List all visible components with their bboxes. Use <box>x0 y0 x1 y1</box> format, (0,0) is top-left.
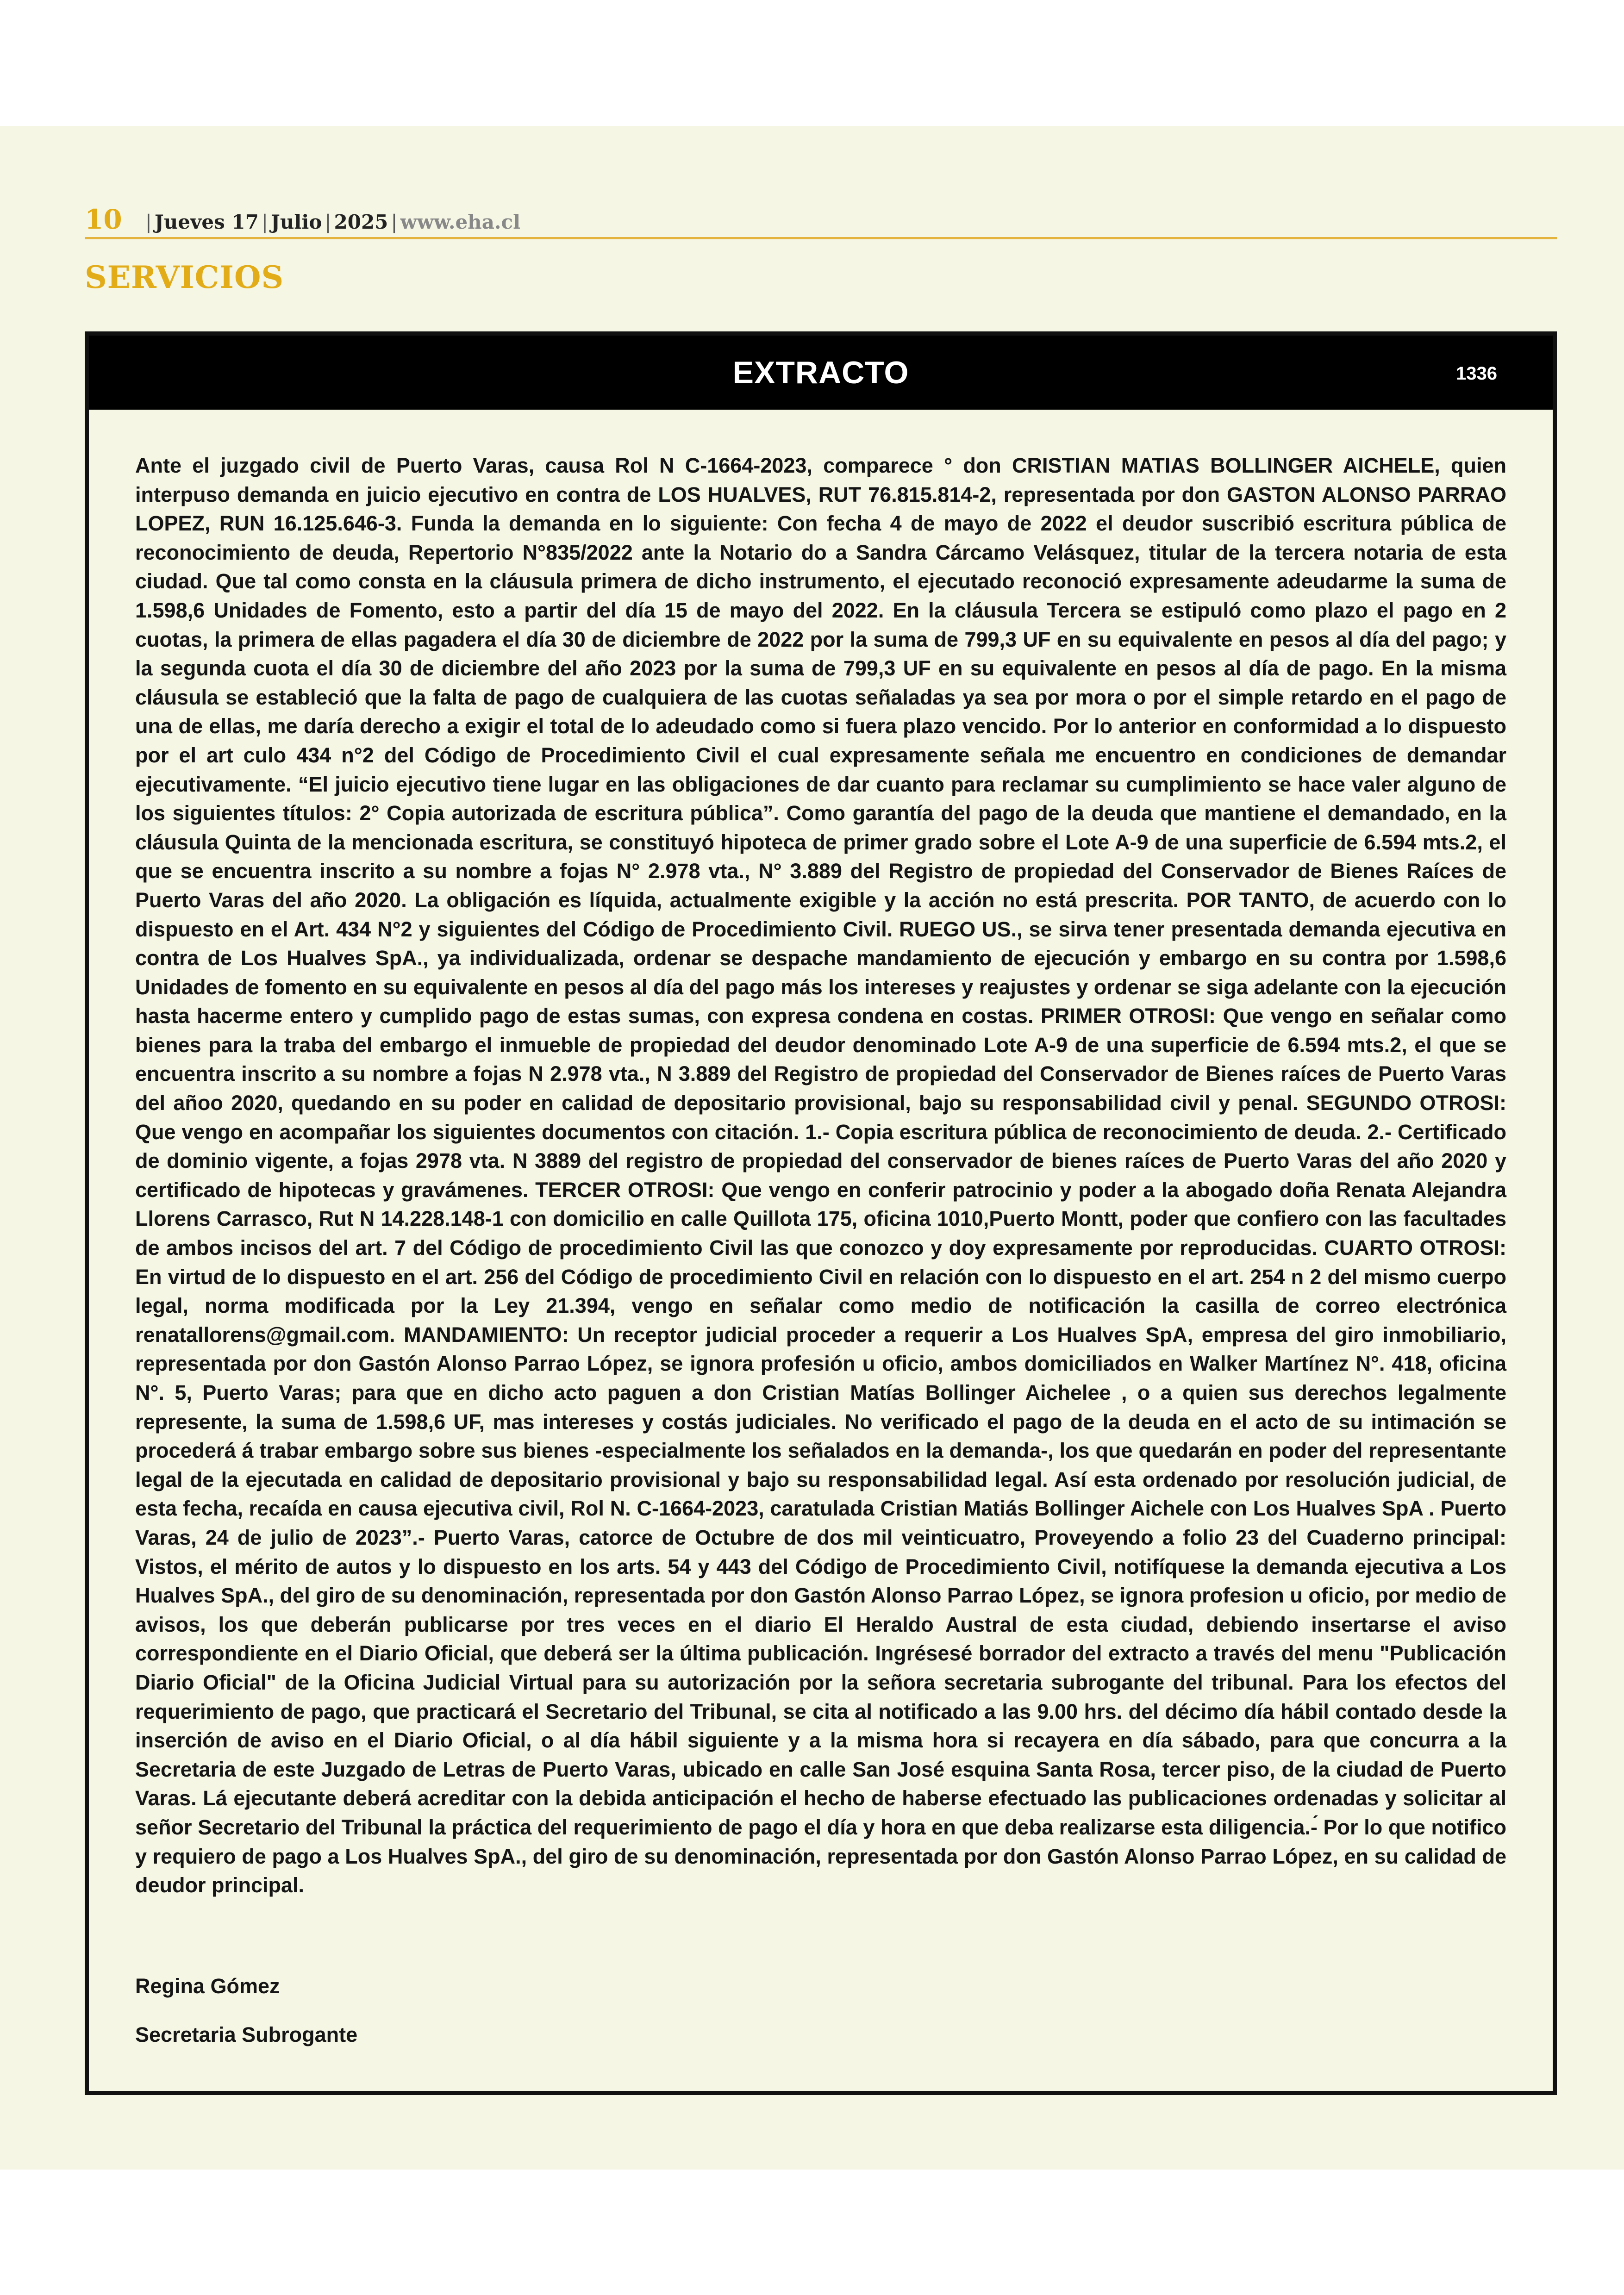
signatory-role: Secretaria Subrogante <box>135 2023 358 2046</box>
page-header <box>85 204 1557 239</box>
header-separator: | <box>145 211 152 233</box>
notice-title: EXTRACTO <box>732 355 909 390</box>
header-separator: | <box>391 211 398 233</box>
page-number: 10 <box>85 204 122 235</box>
header-separator: | <box>325 211 331 233</box>
header-separator: | <box>261 211 269 233</box>
header-month: Julio <box>271 211 322 233</box>
legal-notice-box <box>85 331 1557 2095</box>
header-year: 2025 <box>334 211 388 233</box>
notice-code: 1336 <box>1456 363 1497 384</box>
header-day: Jueves 17 <box>154 211 259 233</box>
section-title: SERVICIOS <box>85 259 284 295</box>
signatory-name: Regina Gómez <box>135 1974 280 1998</box>
notice-body: Ante el juzgado civil de Puerto Varas, causa Rol N C-1664-2023, comparece ° don CRISTIAN MATIAS BOLLINGER AICHELE, quien interpuso demanda en juicio ejecutivo en contra de LOS HUALVES, RUT 76.815.814-2, representada por don GASTON ALONSO PARRAO LOPEZ, RUN 16.125.646-3. Funda la demanda en lo siguiente: Con fecha 4 de mayo de 2022 el deudor suscribió escritura pública de reconocimiento de deuda, Repertorio N°835/2022 ante la Notario do a Sandra Cárcamo Velásquez, titular de la tercera notaria de esta ciudad. Que tal como consta en la cláusula primera de dicho instrumento, el ejecutado reconoció expresamente adeudarme la suma de 1.598,6 Unidades de Fomento, esto a partir del día 15 de mayo del 2022. En la cláusula Tercera se estipuló como plazo el pago en 2 cuotas, la primera de ellas pagadera el día 30 de diciembre de 2022 por la suma de 799,3 UF en su equivalente en pesos al día del pago; y la segunda cuota el día 30 de diciembre del año 2023 por la suma de 799,3 UF en su equivalente en pesos al día de pago. En la misma cláusula se estableció que la falta de pago de cualquiera de las cuotas señaladas ya sea por mora o por el simple retardo en el pago de una de ellas, me daría derecho a exigir el total de lo adeudado como si fuera plazo vencido. Por lo anterior en conformidad a lo dispuesto por el art culo 434 n°2 del Código de Procedimiento Civil el cual expresamente señala me encuentro en condiciones de demandar ejecutivamente. “El juicio ejecutivo tiene lugar en las obligaciones de dar cuanto para reclamar su cumplimiento se hace valer alguno de los siguientes títulos: 2° Copia autorizada de escritura pública”. Como garantía del pago de la deuda que mantiene el demandado, en la cláusula Quinta de la mencionada escritura, se constituyó hipoteca de primer grado sobre el Lote A-9 de una superficie de 6.594 mts.2, el que se encuentra inscrito a su nombre a fojas N° 2.978 vta., N° 3.889 del Registro de propiedad del Conservador de Bienes Raíces de Puerto Varas del año 2020. La obligación es líquida, actualmente exigible y la acción no está prescrita. POR TANTO, de acuerdo con lo dispuesto en el Art. 434 N°2 y siguientes del Código de Procedimiento Civil. RUEGO US., se sirva tener presentada demanda ejecutiva en contra de Los Hualves SpA., ya individualizada, ordenar se despache mandamiento de ejecución y embargo en su contra por 1.598,6 Unidades de fomento en su equivalente en pesos al día del pago más los intereses y reajustes y ordenar se siga adelante con la ejecución hasta hacerme entero y cumplido pago de estas sumas, con expresa condena en costas. PRIMER OTROSI: Que vengo en señalar como bienes para la traba del embargo el inmueble de propiedad del deudor denominado Lote A-9 de una superficie de 6.594 mts.2, el que se encuentra inscrito a su nombre a fojas N 2.978 vta., N 3.889 del Registro de propiedad del Conservador de Bienes raíces de Puerto Varas del añoo 2020, quedando en su poder en calidad de depositario provisional, bajo su responsabilidad civil y penal. SEGUNDO OTROSI: Que vengo en acompañar los siguientes documentos con citación. 1.- Copia escritura pública de reconocimiento de deuda. 2.- Certificado de dominio vigente, a fojas 2978 vta. N 3889 del registro de propiedad del conservador de bienes raíces de Puerto Varas del año 2020 y certificado de hipotecas y gravámenes. TERCER OTROSI: Que vengo en conferir patrocinio y poder a la abogado doña Renata Alejandra Llorens Carrasco, Rut N 14.228.148-1 con domicilio en calle Quillota 175, oficina 1010,Puerto Montt, poder que confiero con las facultades de ambos incisos del art. 7 del Código de procedimiento Civil las que conozco y doy expresamente por reproducidas. CUARTO OTROSI: En virtud de lo dispuesto en el art. 256 del Código de procedimiento Civil en relación con lo dispuesto en el art. 254 n 2 del mismo cuerpo legal, norma modificada por la Ley 21.394, vengo en señalar como medio de notificación la casilla de correo electrónica renatallorens@gmail.com. MANDAMIENTO: Un receptor judicial proceder a requerir a Los Hualves SpA, empresa del giro inmobiliario, representada por don Gastón Alonso Parrao López, se ignora profesión u oficio, ambos domiciliados en Walker Martínez N°. 418, oficina N°. 5, Puerto Varas; para que en dicho acto paguen a don Cristian Matías Bollinger Aichelee , o a quien sus derechos legalmente represente, la suma de 1.598,6 UF, mas intereses y costás judiciales. No verificado el pago de la deuda en el acto de su intimación se procederá á trabar embargo sobre sus bienes -especialmente los señalados en la demanda-, los que quedarán en poder del representante legal de la ejecutada en calidad de depositario provisional y bajo su responsabilidad legal. Así esta ordenado por resolución judicial, de esta fecha, recaída en causa ejecutiva civil, Rol N. C-1664-2023, caratulada Cristian Matiás Bollinger Aichele con Los Hualves SpA . Puerto Varas, 24 de julio de 2023”.- Puerto Varas, catorce de Octubre de dos mil veinticuatro, Proveyendo a folio 23 del Cuaderno principal: Vistos, el mérito de autos y lo dispuesto en los arts. 54 y 443 del Código de Procedimiento Civil, notifíquese la demanda ejecutiva a Los Hualves SpA., del giro de su denominación, representada por don Gastón Alonso Parrao López, se ignora profesion u oficio, por medio de avisos, los que deberán publicarse por tres veces en el diario El Heraldo Austral de esta ciudad, debiendo insertarse el aviso correspondiente en el Diario Oficial, que deberá ser la última publicación. Ingrésesé borrador del extracto a través del menu "Publicación Diario Oficial" de la Oficina Judicial Virtual para su autorización por la señora secretaria subrogante del tribunal. Para los efectos del requerimiento de pago, que practicará el Secretario del Tribunal, se cita al notificado a las 9.00 hrs. del décimo día hábil contado desde la inserción de aviso en el Diario Oficial, o al día hábil siguiente y a la misma hora si recayera en día sábado, para que concurra a la Secretaria de este Juzgado de Letras de Puerto Varas, ubicado en calle San José esquina Santa Rosa, tercer piso, de la ciudad de Puerto Varas. Lá ejecutante deberá acreditar con la debida anticipación el hecho de haberse efectuado las publicaciones ordenadas y solicitar al señor Secretario del Tribunal la práctica del requerimiento de pago el día y hora en que deba realizarse esta diligencia.-́ Por lo que notifico y requiero de pago a Los Hualves SpA., del giro de su denominación, representada por don Gastón Alonso Parrao López, en su calidad de deudor principal. <box>135 454 1506 1897</box>
notice-header-bar <box>89 336 1553 410</box>
header-website: www.eha.cl <box>400 211 521 233</box>
